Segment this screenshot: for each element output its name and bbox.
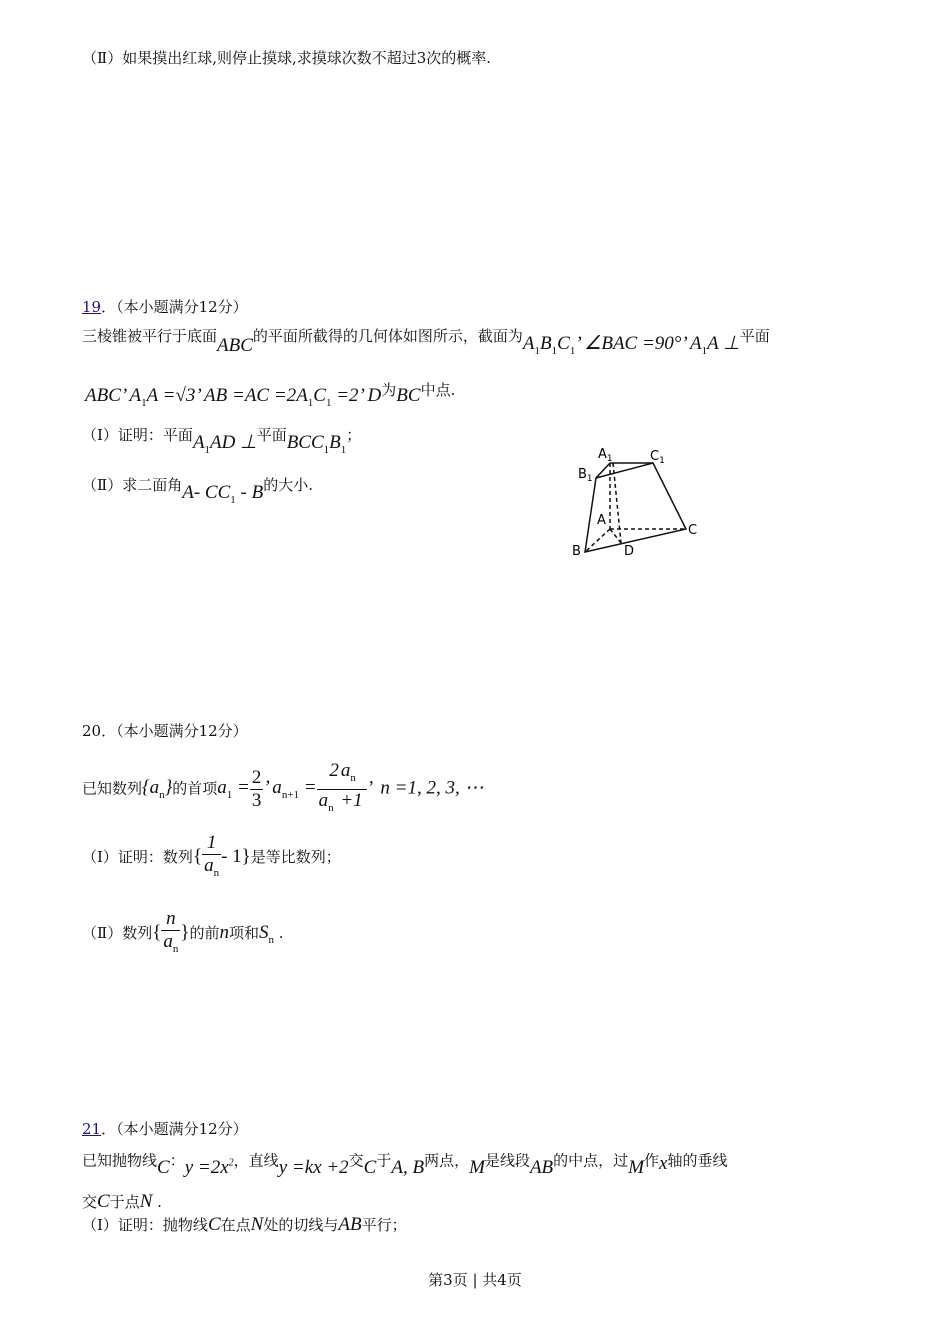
text: 的大小. (263, 476, 313, 494)
q21-line2: 交C于点N . (82, 1191, 162, 1212)
q19-header (82, 297, 248, 317)
text: 作 (644, 1151, 660, 1170)
text: （Ⅱ）数列 (82, 923, 153, 942)
text: （Ⅰ）证明：抛物线 (82, 1216, 208, 1234)
q21-header (82, 1119, 248, 1139)
text: （Ⅱ）求二面角 (82, 476, 183, 494)
frustum-figure (560, 440, 710, 565)
text: ； (346, 426, 362, 444)
label-A1: $A_1$ (598, 447, 613, 464)
q21-header-text: ．（本小题满分12分） (101, 1120, 248, 1138)
q21-part1: （Ⅰ）证明：抛物线C在点N处的切线与AB平行； (82, 1214, 407, 1235)
q19-part1: （Ⅰ）证明：平面$A_1AD$ ⊥平面$BCC_1B_1$； (82, 426, 362, 456)
q20-part2: （Ⅱ）数列{ $\frac{n}{a_n}$ }的前n项和$S_n$ . (82, 908, 284, 955)
text: 中点. (420, 381, 456, 399)
text: 在点 (220, 1216, 251, 1234)
text: （Ⅰ）证明：数列 (82, 847, 193, 866)
text: 三棱锥被平行于底面 (82, 327, 218, 345)
text: 是等比数列； (250, 847, 341, 866)
text: 交 (348, 1151, 364, 1170)
label-B1: $B_1$ (578, 467, 593, 484)
text: 轴的垂线 (667, 1151, 728, 1170)
q20-header: 20．（本小题满分12分） (82, 722, 248, 740)
text: 交 (82, 1193, 98, 1211)
text: 平行； (361, 1216, 407, 1234)
q19-line2: ABC’ $A_1A =√3$’ AB $=AC =2A_1C_1 =2$’ D为BC中点. (85, 381, 456, 409)
q19-line1: 三棱锥被平行于底面ABC的平面所截得的几何体如图所示，截面为$A_1B_1C_1$’ ∠BAC =90°’ $A_1A$ ⊥平面 (82, 327, 770, 357)
text: 是线段 (484, 1151, 530, 1170)
text: 的前 (189, 923, 220, 942)
text: ，直线 (233, 1151, 279, 1170)
text: 处的切线与 (263, 1216, 339, 1234)
text: 的首项 (172, 779, 218, 798)
text: 两点， (424, 1151, 470, 1170)
page-footer: 第3页 | 共4页 (428, 1271, 522, 1289)
text: 的平面所截得的几何体如图所示，截面为 (252, 327, 523, 345)
q19-number-link[interactable]: 19 (82, 298, 102, 316)
label-B: B (572, 544, 581, 559)
label-C: C (688, 523, 698, 538)
q19-part2: （Ⅱ）求二面角A- $CC_1$ - B的大小. (82, 476, 313, 506)
label-A: A (597, 513, 606, 528)
text: 于点 (109, 1193, 140, 1211)
text: 项和 (228, 923, 259, 942)
q21-number-link[interactable]: 21 (82, 1120, 102, 1138)
text: 已知抛物线 (82, 1151, 158, 1170)
q20-line1: 已知数列$\{a_n\}$的首项$a_1$ = $\frac{2}{3}$ ’ $a_{n+1}$ = $\frac{2 a_n}{a_n +1}$ ’ n =1, 2, 3, ⋯ (82, 760, 484, 814)
q20-part1: （Ⅰ）证明：数列{ $\frac{1}{a_n}$ - 1}是等比数列； (82, 832, 341, 879)
q21-line1: 已知抛物线C：$y =2x^2$，直线y =kx +2交C于A, B两点，M是线段AB的中点，过M作x轴的垂线 (82, 1151, 728, 1179)
text: 平面 (256, 426, 287, 444)
q18-part2: （Ⅱ）如果摸出红球,则停止摸球,求摸球次数不超过3次的概率. (82, 49, 492, 67)
text: 为 (381, 381, 397, 399)
text: 平面 (739, 327, 770, 345)
text: 已知数列 (82, 779, 143, 798)
label-C1: $C_1$ (650, 449, 665, 466)
text: 于 (376, 1151, 392, 1170)
text: 的中点，过 (553, 1151, 629, 1170)
text: （Ⅰ）证明：平面 (82, 426, 193, 444)
label-D: D (624, 544, 635, 559)
q19-header-text: ．（本小题满分12分） (101, 298, 248, 316)
